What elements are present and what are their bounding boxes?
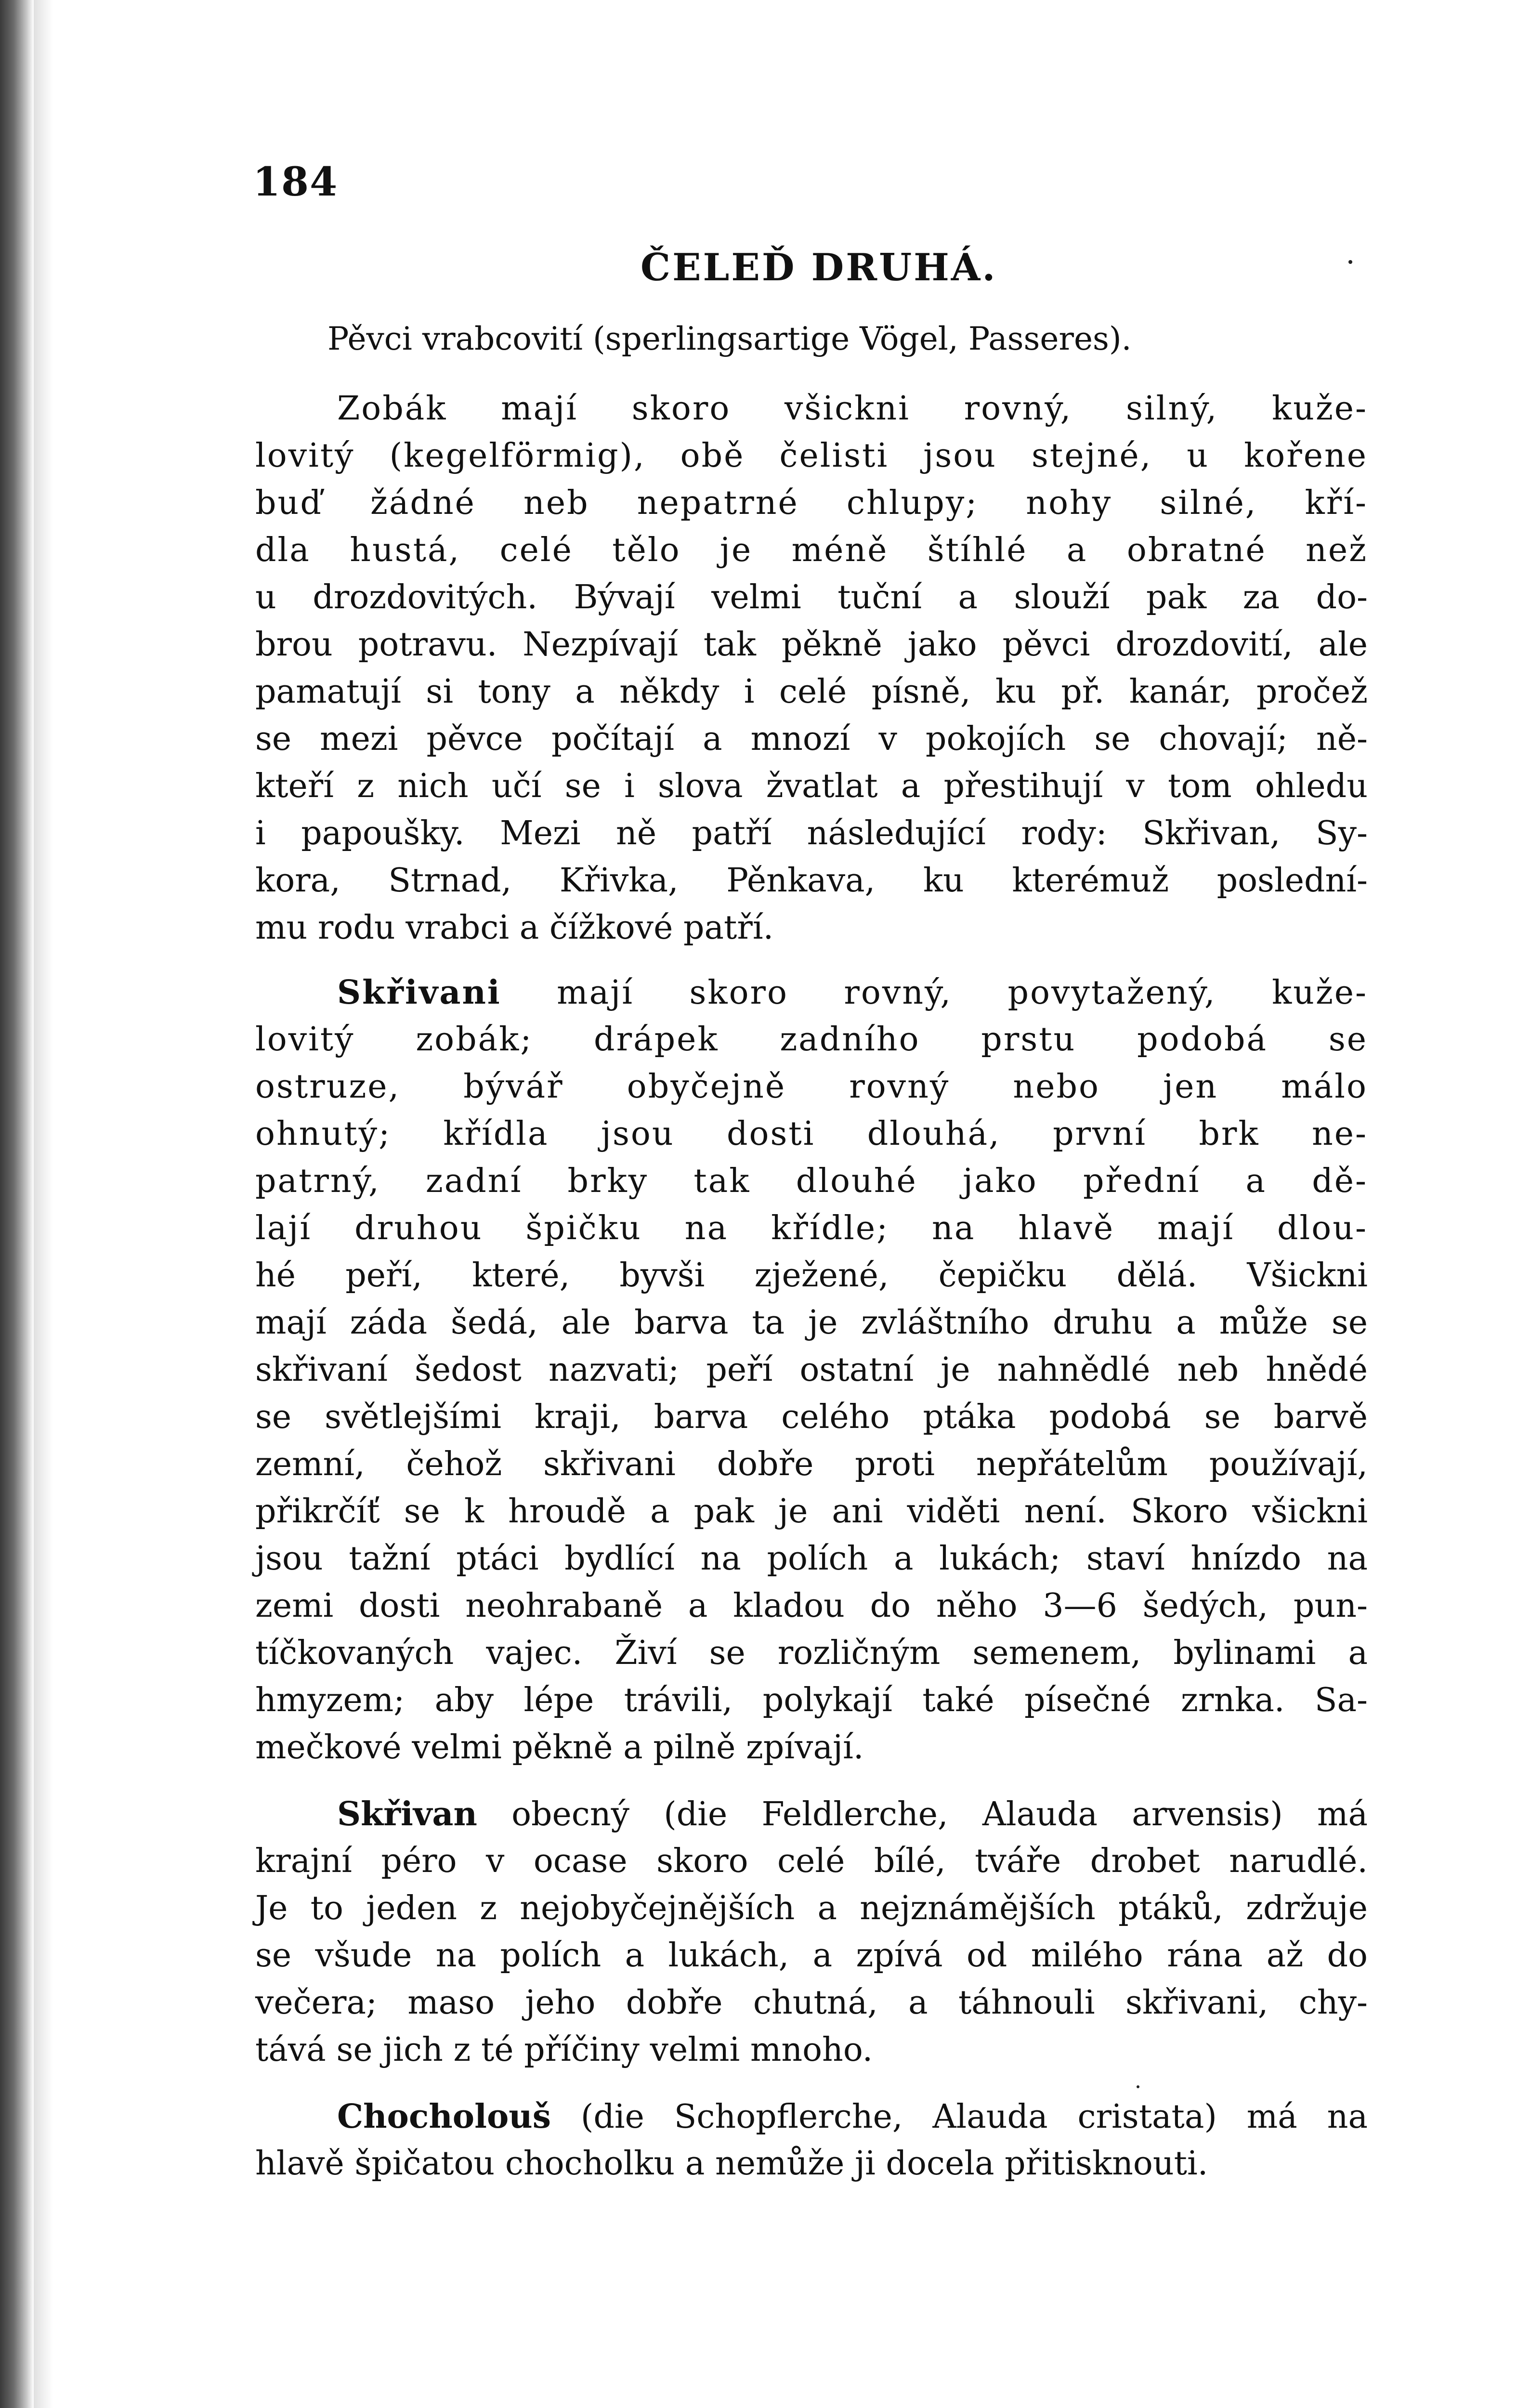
family-subheading: Pěvci vrabcovití (sperlingsartige Vögel, Passeres). [327,320,1132,357]
text-line: dla hustá, celé tělo je méně štíhlé a obratné než [255,531,1368,569]
text-line: ostruze, bývář obyčejně rovný nebo jen málo [255,1068,1368,1106]
text-line: u drozdovitých. Bývají velmi tuční a slouží pak za do- [255,578,1368,616]
chocholous-first-line-text: (die Schopflerche, Alauda cristata) má na [551,2098,1368,2136]
text-line: brou potravu. Nezpívají tak pěkně jako pěvci drozdovití, ale [255,626,1368,664]
text-line: Zobák mají skoro všickni rovný, silný, kuže- [337,390,1368,428]
scan-speck [1348,260,1352,264]
text-line: zemi dosti neohrabaně a kladou do něho 3—6 šedých, pun- [255,1587,1368,1625]
chapter-heading: ČELEĎ DRUHÁ. [641,246,997,289]
text-line: skřivaní šedost nazvati; peří ostatní je nahnědlé neb hnědé [255,1351,1368,1389]
text-line: přikrčíť se k hroudě a pak je ani viděti není. Skoro všickni [255,1492,1368,1531]
text-line: lají druhou špičku na křídle; na hlavě mají dlou- [255,1209,1368,1247]
text-line: lovitý zobák; drápek zadního prstu podobá se [255,1021,1368,1059]
text-line: patrný, zadní brky tak dlouhé jako přední a dě- [255,1162,1368,1200]
skrivan-term: Skřivan [337,1795,477,1833]
skrivan-obecny-first-line [337,1791,1368,1838]
chocholous-term: Chocholouš [337,2097,551,2136]
chocholous-first-line [337,2093,1368,2140]
text-line: lovitý (kegelförmig), obě čelisti jsou stejné, u kořene [255,437,1368,475]
text-line: hmyzem; aby lépe trávili, polykají také písečné zrnka. Sa- [255,1681,1368,1719]
page-binding-fade [34,0,53,2408]
text-line: zemní, čehož skřivani dobře proti nepřátelům používají, [255,1445,1368,1483]
skrivani-first-line-text: mají skoro rovný, povytažený, kuže- [501,974,1368,1012]
text-line: mu rodu vrabci a čížkové patří. [255,909,774,947]
text-line: mečkové velmi pěkně a pilně zpívají. [255,1728,864,1767]
skrivani-term: Skřivani [337,973,501,1012]
text-line: hlavě špičatou chocholku a nemůže ji docela přitisknouti. [255,2145,1208,2183]
skrivani-first-line [337,969,1368,1016]
text-line: buď žádné neb nepatrné chlupy; nohy silné, kří- [255,484,1368,522]
text-line: se všude na polích a lukách, a zpívá od milého rána až do [255,1937,1368,1975]
text-line: krajní péro v ocase skoro celé bílé, tváře drobet narudlé. [255,1842,1368,1880]
text-line: Je to jeden z nejobyčejnějších a nejznámějších ptáků, zdržuje [255,1889,1368,1927]
page-number: 184 [253,159,339,205]
text-line: kora, Strnad, Křivka, Pěnkava, ku kterémuž poslední- [255,862,1368,900]
text-line: večera; maso jeho dobře chutná, a táhnouli skřivani, chy- [255,1984,1368,2022]
text-line: tává se jich z té příčiny velmi mnoho. [255,2031,873,2069]
text-line: se mezi pěvce počítají a mnozí v pokojích se chovají; ně- [255,720,1368,758]
skrivan-first-line-text: obecný (die Feldlerche, Alauda arvensis) má [477,1795,1368,1833]
text-line: kteří z nich učí se i slova žvatlat a přestihují v tom ohledu [255,767,1368,805]
text-line: mají záda šedá, ale barva ta je zvláštního druhu a může se [255,1304,1368,1342]
page-binding-shadow [0,0,34,2408]
text-line: se světlejšími kraji, barva celého ptáka podobá se barvě [255,1398,1368,1436]
text-line: jsou tažní ptáci bydlící na polích a lukách; staví hnízdo na [255,1540,1368,1578]
scan-speck [1137,2085,1139,2088]
text-line: i papoušky. Mezi ně patří následující rody: Skřivan, Sy- [255,814,1368,852]
text-line: pamatují si tony a někdy i celé písně, ku př. kanár, pročež [255,673,1368,711]
text-line: ohnutý; křídla jsou dosti dlouhá, první brk ne- [255,1115,1368,1153]
text-line: hé peří, které, byvši zježené, čepičku dělá. Všickni [255,1256,1368,1295]
text-line: tíčkovaných vajec. Živí se rozličným semenem, bylinami a [255,1634,1368,1672]
